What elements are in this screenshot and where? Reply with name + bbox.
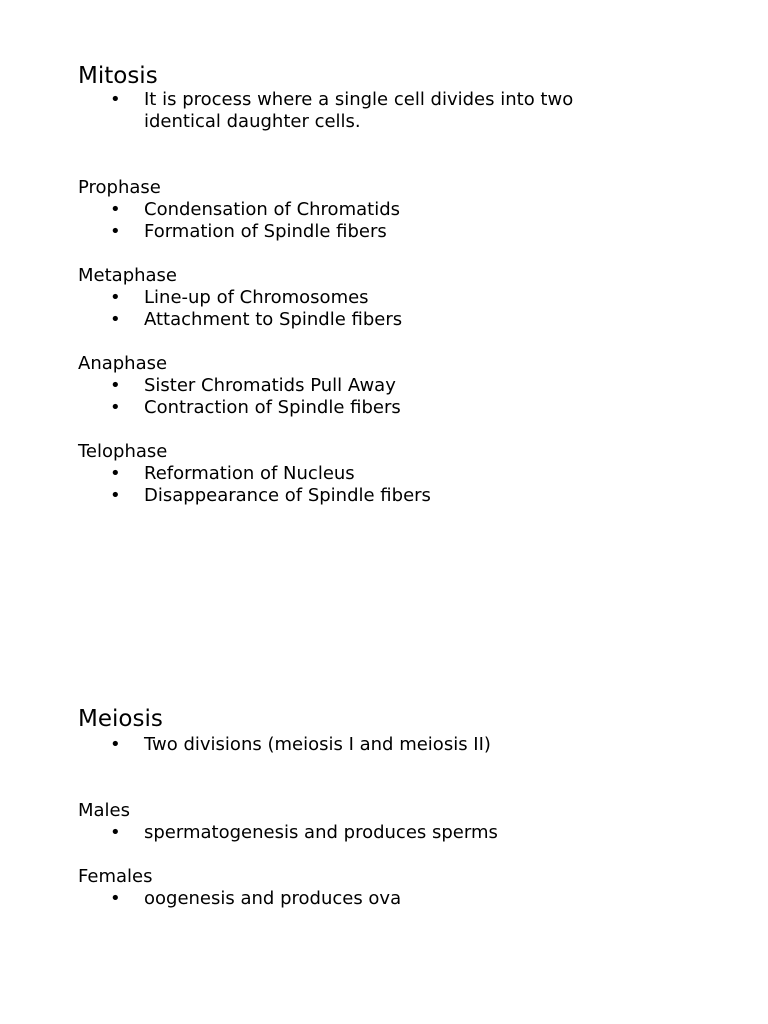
- list-item: [0, 89, 644, 133]
- bullet-icon: •: [110, 309, 121, 330]
- list-item-text: Sister Chromatids Pull Away: [144, 375, 396, 396]
- list-item-text: Line-up of Chromosomes: [144, 287, 369, 308]
- bullet-icon: •: [110, 397, 121, 418]
- list-item: [0, 822, 644, 844]
- list-item: [0, 221, 644, 243]
- meiosis-heading: Meiosis: [78, 706, 163, 732]
- list-item: [0, 375, 644, 397]
- females-heading: Females: [78, 866, 153, 887]
- bullet-icon: •: [110, 199, 121, 220]
- bullet-icon: •: [110, 287, 121, 308]
- list-item: [0, 485, 644, 507]
- mitosis-intro-list: [0, 89, 644, 133]
- bullet-icon: •: [110, 888, 121, 909]
- bullet-icon: •: [110, 89, 121, 110]
- list-item-text: Contraction of Spindle fibers: [144, 397, 401, 418]
- anaphase-list: [0, 375, 644, 419]
- telophase-heading: Telophase: [78, 441, 168, 462]
- anaphase-heading: Anaphase: [78, 353, 168, 374]
- list-item: [0, 888, 644, 910]
- prophase-heading: Prophase: [78, 177, 161, 198]
- telophase-list: [0, 463, 644, 507]
- meiosis-intro-list: [0, 734, 644, 756]
- females-list: [0, 888, 644, 910]
- list-item-text: It is process where a single cell divides into two identical daughter cells.: [144, 89, 574, 132]
- list-item-text: Attachment to Spindle fibers: [144, 309, 403, 330]
- metaphase-heading: Metaphase: [78, 265, 178, 286]
- prophase-list: [0, 199, 644, 243]
- list-item-text: Disappearance of Spindle fibers: [144, 485, 431, 506]
- list-item-text: Condensation of Chromatids: [144, 199, 400, 220]
- males-heading: Males: [78, 800, 131, 821]
- list-item: [0, 397, 644, 419]
- list-item: [0, 734, 644, 756]
- list-item-text: spermatogenesis and produces sperms: [144, 822, 498, 843]
- list-item: [0, 287, 644, 309]
- list-item: [0, 463, 644, 485]
- list-item: [0, 309, 644, 331]
- list-item-text: Two divisions (meiosis I and meiosis II): [144, 734, 491, 755]
- males-list: [0, 822, 644, 844]
- list-item-text: Reformation of Nucleus: [144, 463, 355, 484]
- bullet-icon: •: [110, 221, 121, 242]
- metaphase-list: [0, 287, 644, 331]
- bullet-icon: •: [110, 734, 121, 755]
- list-item-text: Formation of Spindle fibers: [144, 221, 387, 242]
- bullet-icon: •: [110, 375, 121, 396]
- bullet-icon: •: [110, 463, 121, 484]
- mitosis-heading: Mitosis: [78, 63, 158, 89]
- bullet-icon: •: [110, 485, 121, 506]
- list-item: [0, 199, 644, 221]
- list-item-text: oogenesis and produces ova: [144, 888, 402, 909]
- bullet-icon: •: [110, 822, 121, 843]
